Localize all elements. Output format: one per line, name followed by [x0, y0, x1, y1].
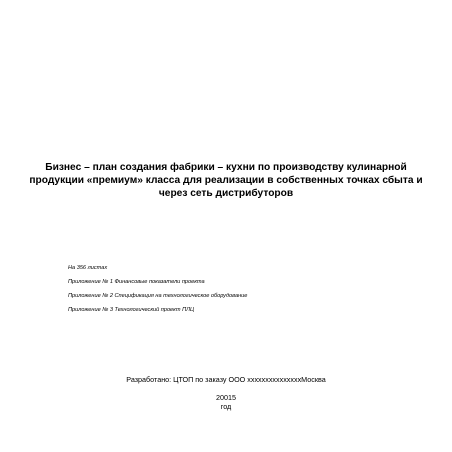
year-block	[0, 393, 452, 411]
sheet-count-note: На 356 листах	[68, 265, 108, 271]
appendix-1-note: Приложение № 1 Финансовые показатели проекта	[68, 279, 205, 285]
title-line-3: через сеть дистрибуторов	[158, 188, 294, 199]
document-title	[20, 161, 432, 200]
year-suffix: год	[220, 402, 232, 411]
title-line-2: продукции «премиум» класса для реализации в собственных точках сбыта и	[29, 175, 423, 186]
developer-line: Разработано: ЦТОП по заказу ООО хххххххххххххххМосква	[126, 375, 326, 384]
title-line-1: Бизнес – план создания фабрики – кухни по производству кулинарной	[45, 162, 407, 173]
appendix-2-note: Приложение № 2 Спецификация на технологическое оборудование	[68, 293, 248, 299]
appendix-3-note: Приложение № 3 Технологический проект ПЛЦ	[68, 307, 195, 313]
year-value: 20015	[216, 393, 236, 402]
